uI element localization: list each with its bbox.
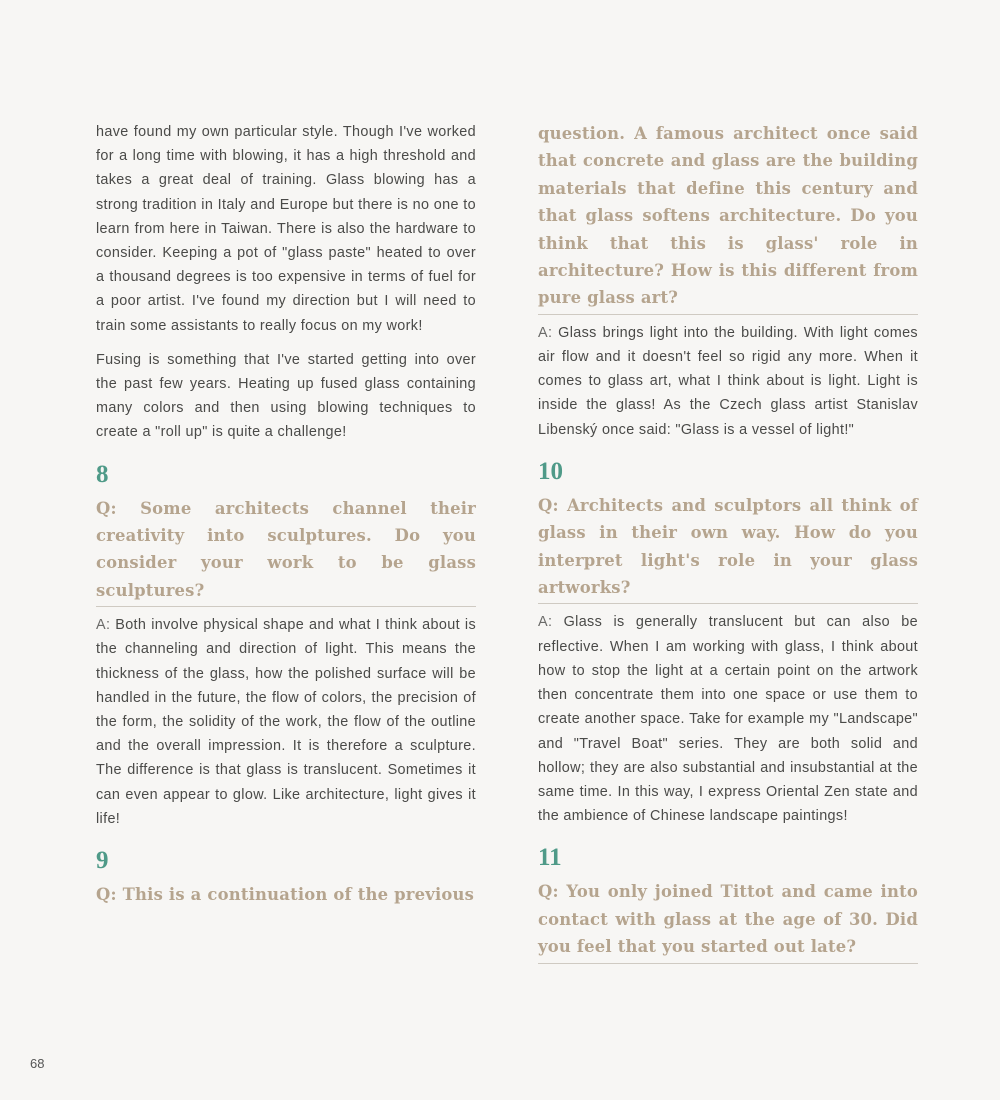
body-paragraph: have found my own particular style. Though I've worked for a long time with blowing, it has a high threshold and takes a great deal of training. Glass blowing has a strong tradition in Italy and Europe but there is no one to learn from here in Taiwan. There is also the hardware to consider. Keeping a pot of "glass paste" heated to over a thousand degrees is too expensive in terms of fuel for a poor artist. I've found my direction but I will need to train some assistants to really focus on my work! [96, 124, 476, 334]
answer-text: Both involve physical shape and what I think about is the channeling and direction of light. This means the thickness of the glass, how the polished surface will be handled in the future, the flow of colors, the precision of the form, the solidity of the work, the flow of the outline and the overall impression. It is therefore a sculpture. The difference is that glass is translucent. Sometimes it can even appear to glow. Like architecture, light gives it life! [96, 617, 476, 827]
question-heading: Q: Some architects channel their creativity into sculptures. Do you consider your work to be glass sculptures? [96, 495, 476, 608]
answer-text: Glass brings light into the building. With light comes air flow and it doesn't feel so rigid any more. When it comes to glass art, what I think about is light. Light is inside the glass! As the Czech glass artist Stanislav Libenský once said: "Glass is a vessel of light!" [538, 324, 918, 438]
question-heading-continued: question. A famous architect once said that concrete and glass are the building materials that define this century and that glass softens architecture. Do you think that this is glass' role in architecture? How is this different from pure glass art? [538, 120, 918, 315]
question-number: 11 [538, 844, 562, 872]
answer-text: Glass is generally translucent but can also be reflective. When I am working with glass, I think about how to stop the light at a certain point on the artwork then concentrate them into one space or use them to create another space. Take for example my "Landscape" and "Travel Boat" series. They are both solid and hollow; they are also substantial and insubstantial at the same time. In this way, I express Oriental Zen state and the ambience of Chinese landscape paintings! [538, 614, 918, 825]
question-heading: Q: Architects and sculptors all think of glass in their own way. How do you interpret light's role in your glass artworks? [538, 492, 918, 605]
answer-paragraph [538, 610, 918, 828]
left-column [96, 120, 476, 917]
question-number: 10 [538, 457, 563, 485]
answer-paragraph [96, 613, 476, 831]
question-number: 9 [96, 847, 109, 875]
right-column [538, 120, 918, 970]
body-paragraph: Fusing is something that I've started getting into over the past few years. Heating up fused glass containing many colors and then using blowing techniques to create a "roll up" is quite a challenge! [96, 351, 476, 441]
answer-label: A: [96, 617, 111, 634]
question-heading: Q: This is a continuation of the previous [96, 885, 475, 905]
question-heading: Q: You only joined Tittot and came into contact with glass at the age of 30. Did you feel that you started out late? [538, 878, 918, 963]
page-number: 68 [30, 1056, 45, 1071]
answer-label: A: [538, 614, 553, 631]
answer-label: A: [538, 324, 553, 341]
question-number: 8 [96, 460, 109, 488]
answer-paragraph [538, 321, 918, 442]
